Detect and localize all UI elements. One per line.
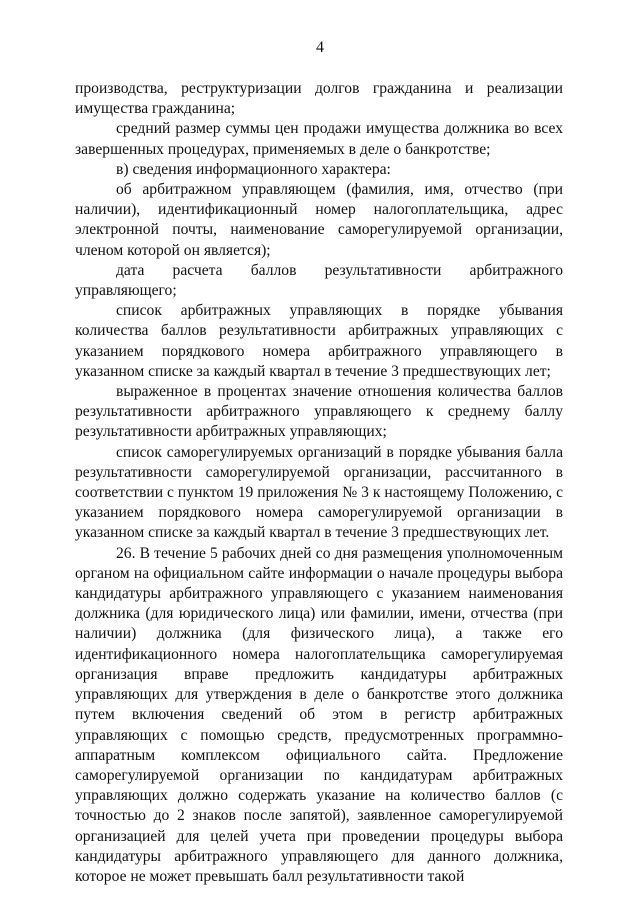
paragraph-managers-list: список арбитражных управляющих в порядке убывания количества баллов результативности арбитражных управляющих с указанием порядкового номера арбитражного управляющего в указанном списке за каждый квартал в течение 3 предшествующих лет; — [75, 302, 563, 380]
paragraph-calculation-date: дата расчета баллов результативности арбитражного управляющего; — [75, 261, 563, 300]
paragraph-percentage-ratio: выраженное в процентах значение отношения количества баллов результативности арбитражного управляющего к среднему баллу результативности арбитражных управляющих; — [75, 383, 563, 441]
page-number: 4 — [316, 39, 324, 56]
paragraph-average-sale-price: средний размер суммы цен продажи имущества должника во всех завершенных процедурах, применяемых в деле о банкротстве; — [75, 120, 563, 158]
paragraph-sro-list: список саморегулируемых организаций в порядке убывания балла результативности саморегулируемой организации, рассчитанного в соответствии с пунктом 19 приложения № 3 к настоящему Положению, с указанием порядкового номера саморегулируемой организации в указанном списке за каждый квартал в течение 3 предшествующих лет. — [75, 443, 563, 542]
document-body — [75, 79, 563, 887]
paragraph-about-manager: об арбитражном управляющем (фамилия, имя, отчество (при наличии), идентификационный номер налогоплательщика, адрес электронной почты, наименование саморегулируемой организации, членом которой он является); — [75, 181, 563, 259]
paragraph-continuation: производства, реструктуризации долгов гражданина и реализации имущества гражданина; — [75, 80, 563, 118]
paragraph-clause-26: 26. В течение 5 рабочих дней со дня размещения уполномоченным органом на официальном сайте информации о начале процедуры выбора кандидатуры арбитражного управляющего с указанием наименования должника (для юридического лица) или фамилии, имени, отчества (при наличии) должника (для физического лица), а также его идентификационного номера налогоплательщика саморегулируемая организация вправе предложить кандидатуры арбитражных управляющих для утверждения в деле о банкротстве этого должника путем включения сведений об этом в регистр арбитражных управляющих с помощью средств, предусмотренных программно-аппаратным комплексом официального сайта. Предложение саморегулируемой организации по кандидатурам арбитражных управляющих должно содержать указание на количество баллов (с точностью до 2 знаков после запятой), заявленное саморегулируемой организацией для целей учета при проведении процедуры выбора кандидатуры арбитражного управляющего для данного должника, которое не может превышать балл результативности такой — [75, 544, 563, 885]
paragraph-informational-data-heading: в) сведения информационного характера: — [116, 160, 391, 178]
